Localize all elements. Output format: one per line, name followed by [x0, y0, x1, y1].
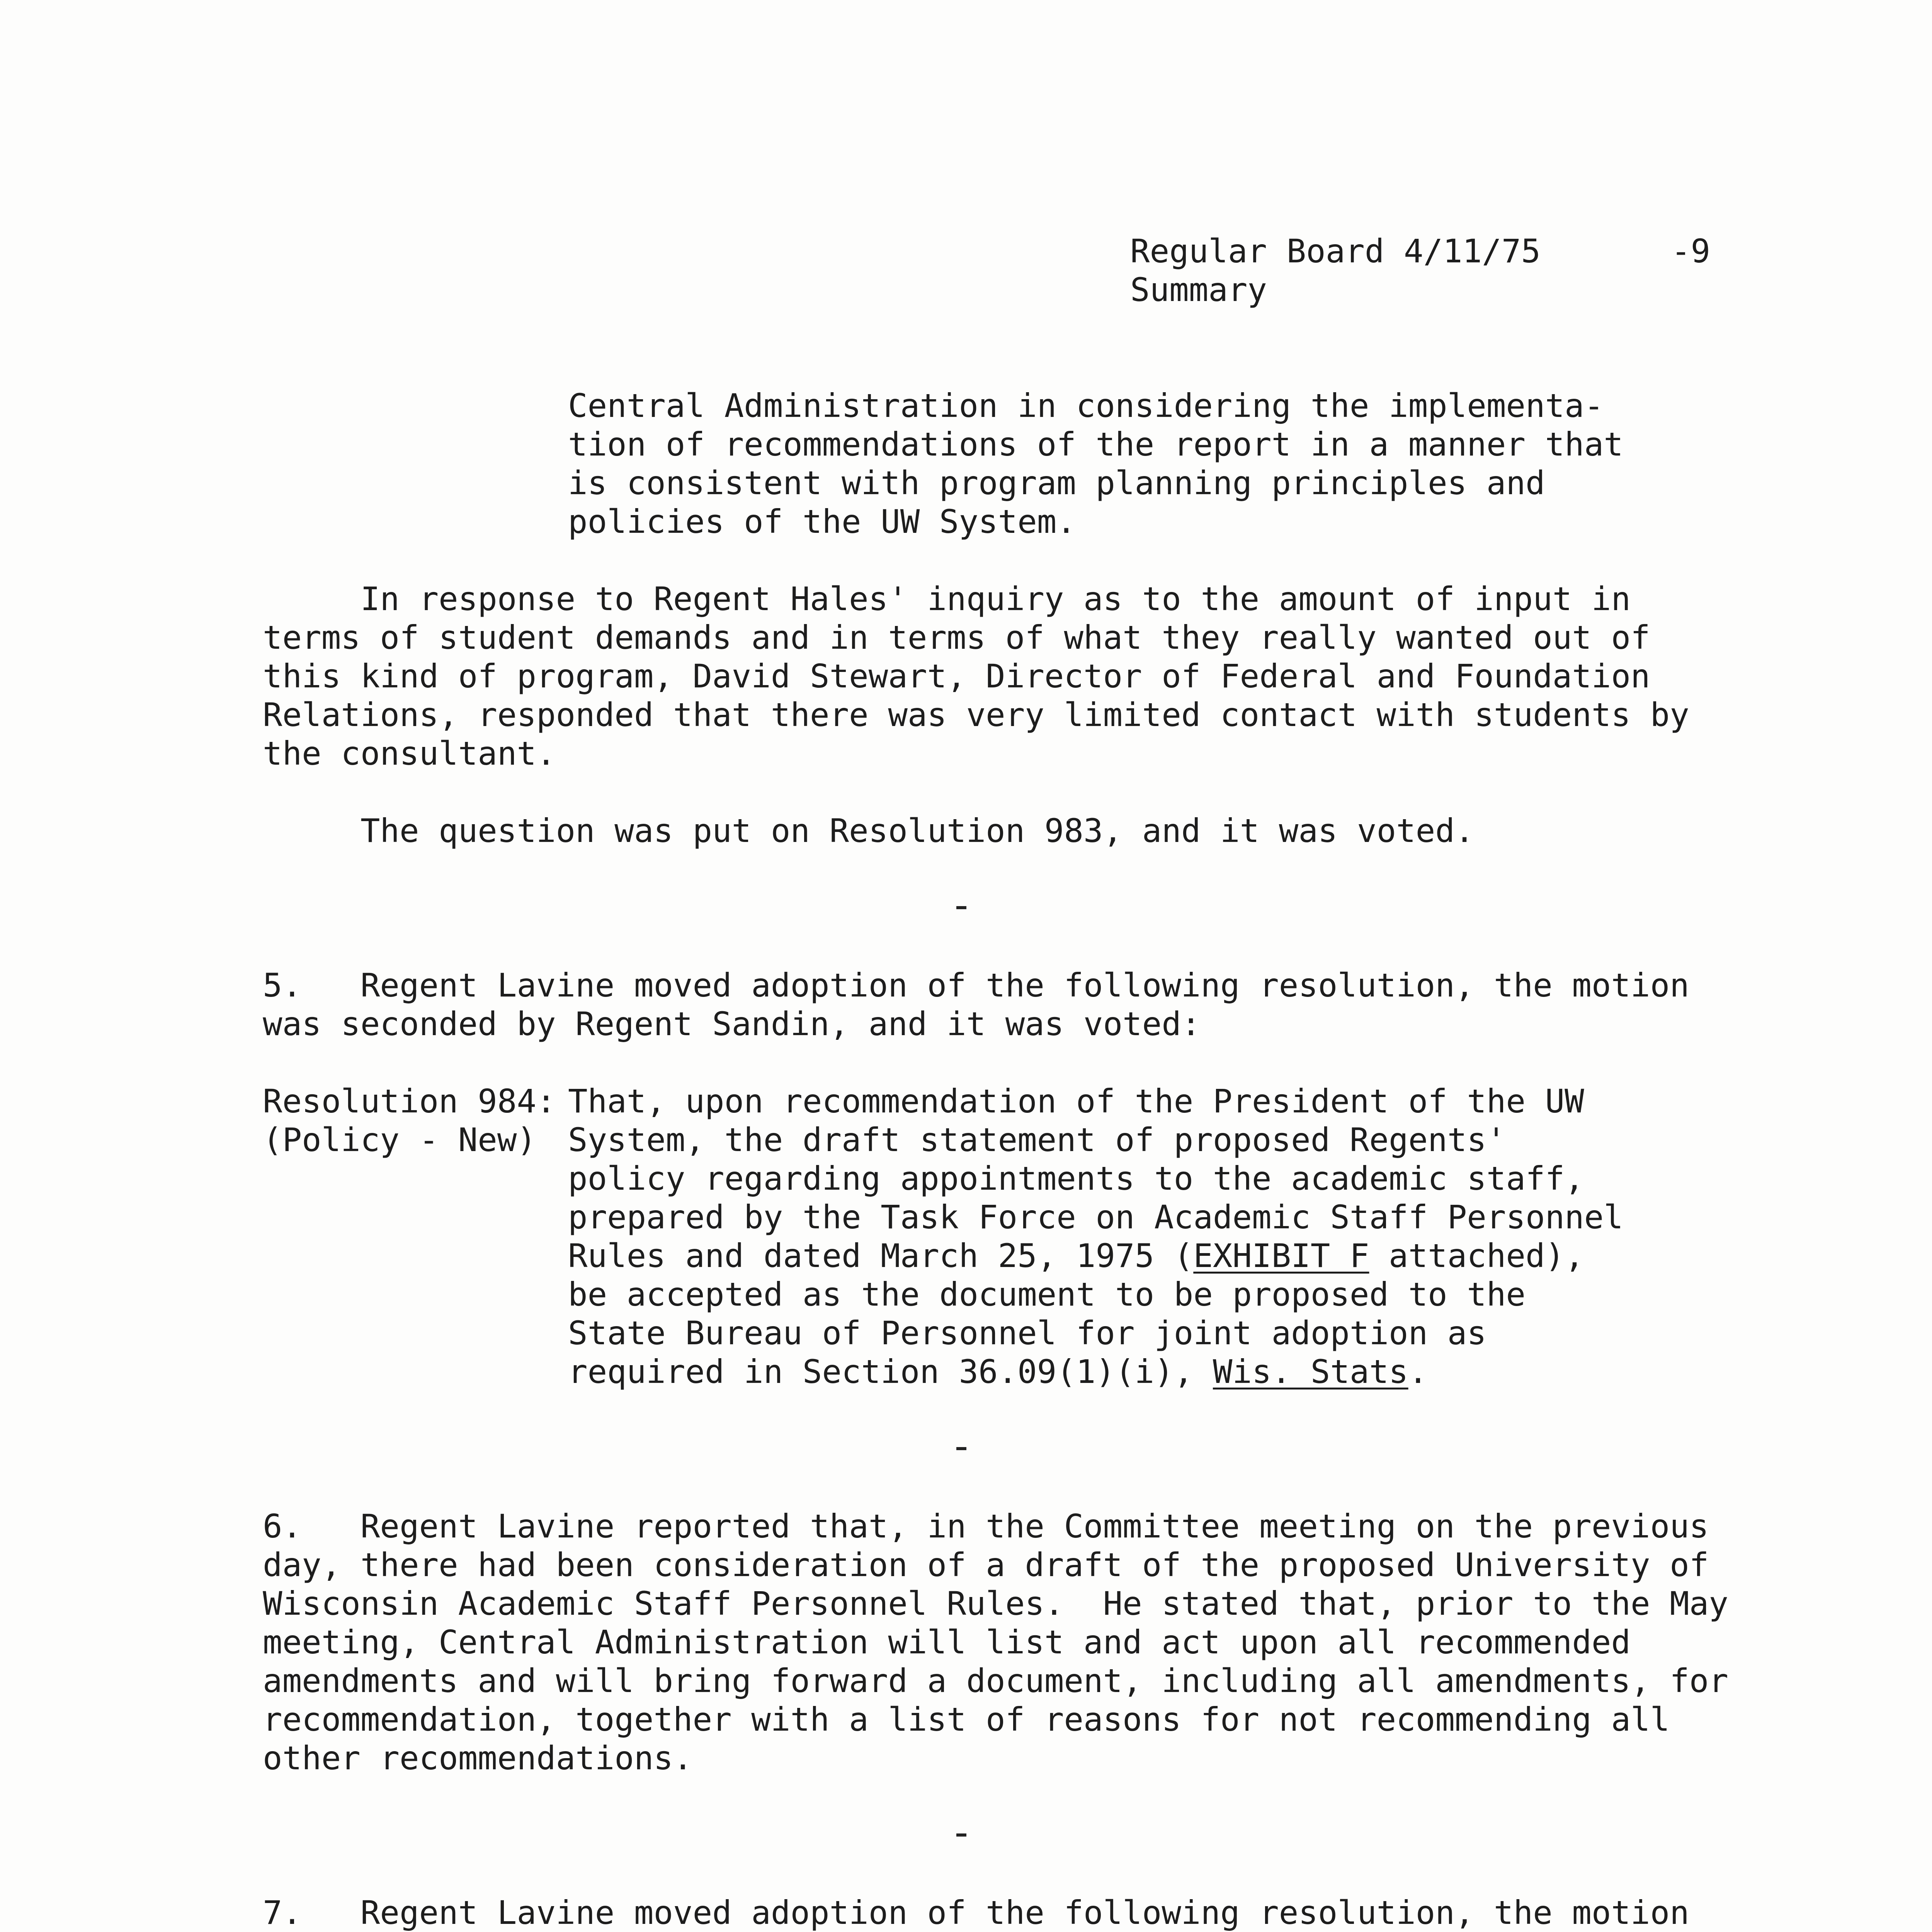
res984-line-8 — [568, 1352, 1428, 1391]
res984-line-8-post: . — [1408, 1353, 1428, 1391]
p2-line-5: the consultant. — [263, 735, 556, 772]
header-page-code: -9 — [1671, 232, 1711, 270]
item6-line-5: amendments and will bring forward a document, including all amendments, for — [263, 1662, 1728, 1700]
item7-line-1: 7. Regent Lavine moved adoption of the following resolution, the motion — [263, 1894, 1689, 1932]
res984-category: (Policy - New) — [263, 1121, 537, 1159]
item6-line-1: 6. Regent Lavine reported that, in the Committee meeting on the previous — [263, 1507, 1709, 1545]
section-separator — [956, 1833, 966, 1837]
p2-line-4: Relations, responded that there was very limited contact with students by — [263, 696, 1689, 734]
header-title: Regular Board 4/11/75 — [1130, 232, 1541, 270]
wis-stats-ref: Wis. Stats — [1213, 1353, 1408, 1391]
item5-line-2: was seconded by Regent Sandin, and it was voted: — [263, 1005, 1201, 1043]
res984-line-5 — [568, 1236, 1584, 1275]
res984-line-5-pre: Rules and dated March 25, 1975 ( — [568, 1237, 1194, 1275]
item6-line-3: Wisconsin Academic Staff Personnel Rules. He stated that, prior to the May — [263, 1585, 1728, 1622]
item6-line-2: day, there had been consideration of a draft of the proposed University of — [263, 1546, 1709, 1584]
item6-line-7: other recommendations. — [263, 1739, 693, 1777]
p3-line: The question was put on Resolution 983, and it was voted. — [263, 812, 1475, 850]
res984-line-4: prepared by the Task Force on Academic Staff Personnel — [568, 1198, 1623, 1236]
res984-line-5-post: attached), — [1369, 1237, 1584, 1275]
p1-line-4: policies of the UW System. — [568, 503, 1076, 541]
res984-line-6: be accepted as the document to be proposed to the — [568, 1276, 1526, 1313]
res984-line-1: That, upon recommendation of the President of the UW — [568, 1082, 1584, 1120]
res984-line-2: System, the draft statement of proposed Regents' — [568, 1121, 1506, 1159]
section-separator — [956, 1447, 966, 1450]
res984-line-8-pre: required in Section 36.09(1)(i), — [568, 1353, 1213, 1391]
res984-label: Resolution 984: — [263, 1082, 556, 1120]
p1-line-2: tion of recommendations of the report in a manner that — [568, 425, 1623, 463]
p1-line-3: is consistent with program planning principles and — [568, 464, 1545, 502]
item6-line-4: meeting, Central Administration will list and act upon all recommended — [263, 1623, 1631, 1661]
p2-line-3: this kind of program, David Stewart, Director of Federal and Foundation — [263, 657, 1650, 695]
p2-line-2: terms of student demands and in terms of what they really wanted out of — [263, 619, 1650, 656]
item5-line-1: 5. Regent Lavine moved adoption of the following resolution, the motion — [263, 966, 1689, 1004]
res984-line-3: policy regarding appointments to the academic staff, — [568, 1160, 1584, 1197]
p2-line-1: In response to Regent Hales' inquiry as to the amount of input in — [263, 580, 1631, 618]
res984-line-7: State Bureau of Personnel for joint adoption as — [568, 1314, 1486, 1352]
exhibit-f-ref: EXHIBIT F — [1193, 1237, 1369, 1275]
item6-line-6: recommendation, together with a list of reasons for not recommending all — [263, 1701, 1670, 1738]
header-subtitle: Summary — [1130, 271, 1267, 309]
section-separator — [956, 906, 966, 909]
p1-line-1: Central Administration in considering the implementa- — [568, 387, 1604, 425]
